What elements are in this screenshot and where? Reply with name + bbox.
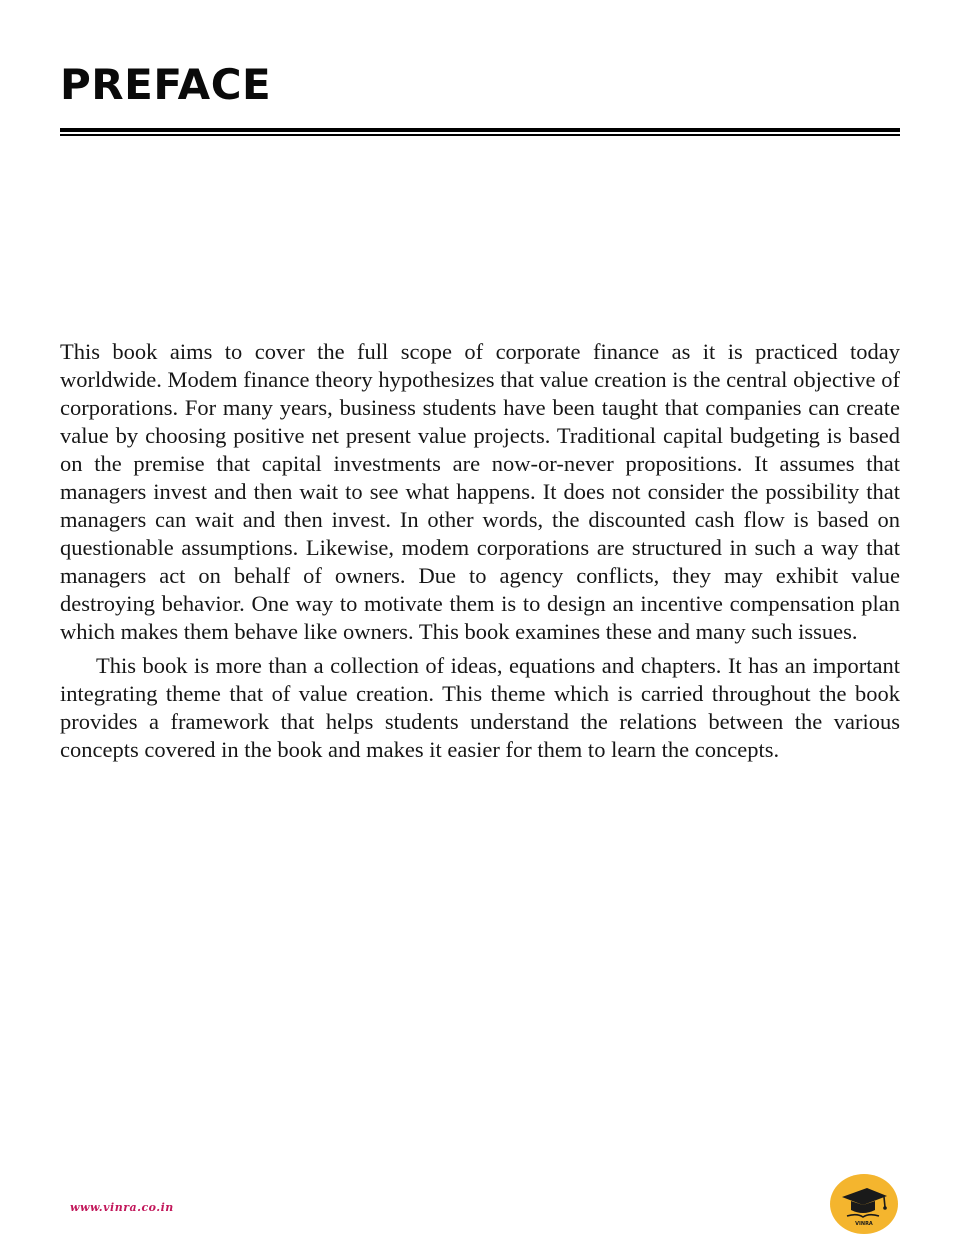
logo-text: VINRA — [855, 1221, 873, 1227]
title-rule-thin — [60, 134, 900, 136]
paragraph-2: This book is more than a collection of ideas, equations and chapters. It has an important integrating theme that of value creation. This theme which is carried throughout the book provides a framework that helps students understand the relations between the various concepts covered in the book and makes it easier for them to learn the concepts. — [60, 653, 900, 762]
graduation-cap-icon — [829, 1173, 899, 1235]
preface-body — [60, 338, 900, 764]
title-rule-thick — [60, 128, 900, 132]
footer-url: www.vinra.co.in — [70, 1201, 174, 1214]
page-title: PREFACE — [60, 60, 272, 109]
paragraph-1: This book aims to cover the full scope of corporate finance as it is practiced today worldwide. Modem finance theory hypothesizes that value creation is the central objective of corporations. For many years, business students have been taught that companies can create value by choosing positive net present value projects. Traditional capital budgeting is based on the premise that capital investments are now-or-never propositions. It assumes that managers invest and then wait to see what happens. It does not consider the possibility that managers can wait and then invest. In other words, the discounted cash flow is based on questionable assumptions. Likewise, modem corporations are structured in such a way that managers act on behalf of owners. Due to agency conflicts, they may exhibit value destroying behavior. One way to motivate them is to design an incentive compensation plan which makes them behave like owners. This book examines these and many such issues. — [60, 339, 900, 644]
